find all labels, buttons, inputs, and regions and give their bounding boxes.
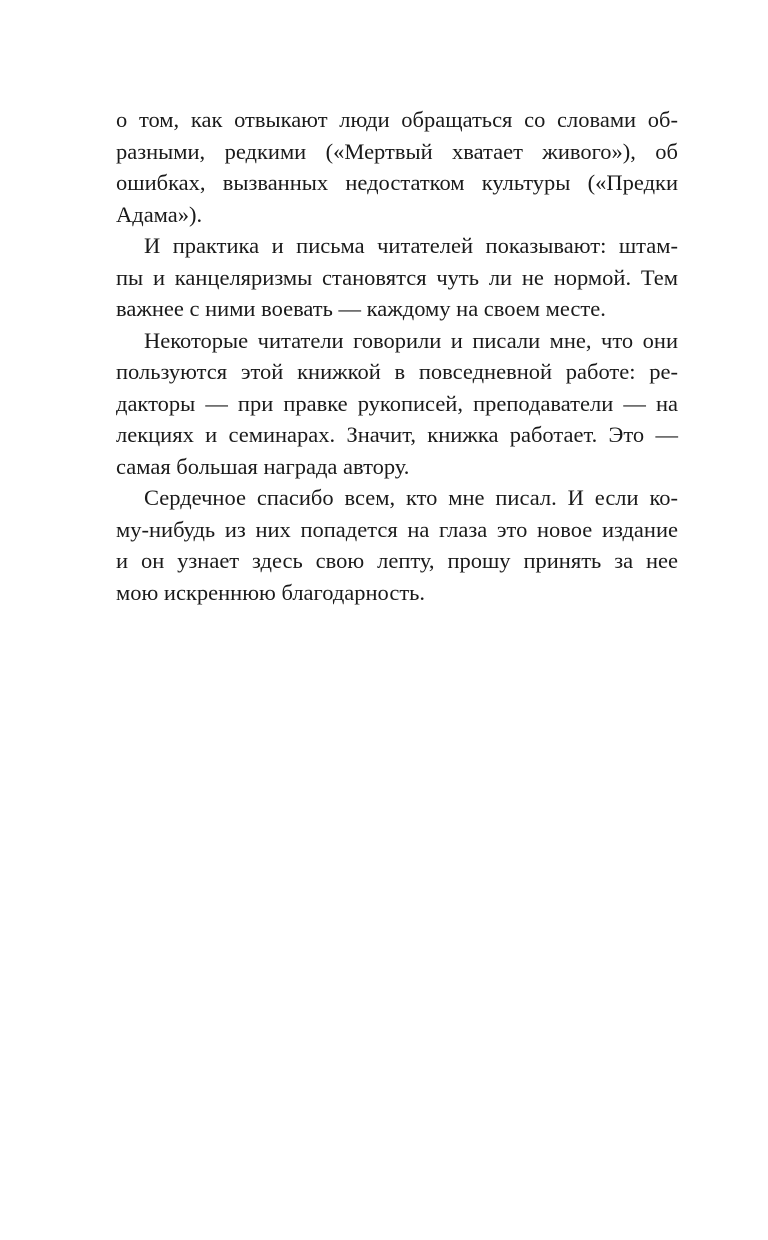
text-line: важнее с ними воевать — каждому на своем месте. <box>116 296 606 321</box>
text-line: И практика и письма читателей показывают: штам- <box>144 233 678 258</box>
text-line: самая большая награда автору. <box>116 453 410 479</box>
paragraph-practice <box>116 230 678 325</box>
text-line: Сердечное спасибо всем, кто мне писал. И если ко- <box>144 485 678 510</box>
paragraph-thanks <box>116 482 678 608</box>
text-line: лекциях и семинарах. Значит, книжка работает. Это — <box>116 422 678 447</box>
text-line: Адама»). <box>116 201 203 227</box>
paragraph-continuation <box>116 104 678 230</box>
text-line: Некоторые читатели говорили и писали мне, что они <box>144 327 678 353</box>
text-line: о том, как отвыкают люди обращаться со словами об- <box>116 107 678 132</box>
paragraph-readers <box>116 325 678 483</box>
text-line: разными, редкими («Мертвый хватает живого»), об <box>116 138 678 164</box>
text-line: мою искреннюю благодарность. <box>116 579 426 605</box>
text-line: му-нибудь из них попадется на глаза это новое издание <box>116 516 678 542</box>
body-text <box>116 104 678 608</box>
text-line: пользуются этой книжкой в повседневной работе: ре- <box>116 359 678 384</box>
text-line: дакторы — при правке рукописей, преподаватели — на <box>116 390 678 416</box>
text-line: ошибках, вызванных недостатком культуры («Предки <box>116 170 678 195</box>
text-line: и он узнает здесь свою лепту, прошу принять за нее <box>116 548 678 573</box>
text-line: пы и канцеляризмы становятся чуть ли не нормой. Тем <box>116 264 678 290</box>
